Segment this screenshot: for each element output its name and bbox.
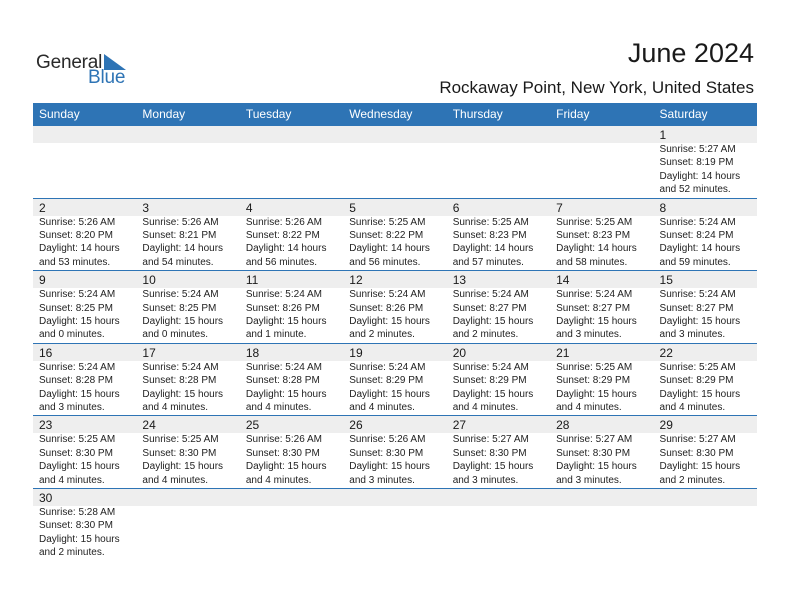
daylight-text: Daylight: 15 hours — [452, 461, 534, 473]
day-cell — [654, 271, 757, 344]
sunset-text: Sunset: 8:30 PM — [39, 520, 113, 532]
daylight-minutes-text: and 3 minutes. — [556, 474, 622, 486]
daylight-text: Daylight: 15 hours — [39, 461, 120, 473]
sunset-text: Sunset: 8:24 PM — [659, 230, 734, 241]
calendar-weeks — [33, 126, 757, 562]
day-number: 19 — [349, 345, 363, 360]
daylight-minutes-text: and 2 minutes. — [452, 329, 519, 341]
day-number: 6 — [452, 200, 460, 215]
daylight-minutes-text: and 56 minutes. — [349, 256, 421, 268]
weekday-tuesday: Tuesday — [245, 107, 292, 121]
daylight-minutes-text: and 4 minutes. — [452, 402, 519, 413]
day-number: 17 — [142, 345, 156, 360]
sunset-text: Sunset: 8:28 PM — [142, 375, 217, 387]
day-number: 11 — [245, 273, 259, 288]
day-cell — [343, 344, 446, 417]
daylight-minutes-text: and 3 minutes. — [39, 402, 105, 413]
sunrise-text: Sunrise: 5:25 AM — [556, 216, 633, 228]
day-number: 9 — [39, 273, 46, 288]
day-number: 14 — [556, 273, 570, 288]
sunset-text: Sunset: 8:26 PM — [349, 302, 424, 314]
sunset-text: Sunset: 8:29 PM — [349, 375, 424, 387]
day-cell — [343, 199, 446, 272]
day-number: 10 — [142, 273, 156, 288]
day-cell — [33, 271, 136, 344]
sunset-text: Sunset: 8:30 PM — [142, 447, 217, 459]
sunrise-text: Sunrise: 5:24 AM — [349, 289, 426, 301]
week-row — [33, 271, 757, 344]
daylight-text: Daylight: 15 hours — [142, 461, 224, 473]
daylight-text: Daylight: 15 hours — [245, 316, 327, 327]
weekday-saturday: Saturday — [659, 107, 708, 121]
daylight-text: Daylight: 15 hours — [245, 461, 327, 473]
day-cell — [654, 199, 757, 272]
weekday-header — [33, 103, 757, 126]
logo — [36, 50, 136, 90]
daylight-minutes-text: and 4 minutes. — [142, 474, 209, 486]
sunset-text: Sunset: 8:25 PM — [142, 302, 217, 314]
sunrise-text: Sunrise: 5:25 AM — [556, 361, 633, 373]
sunrise-text: Sunrise: 5:25 AM — [142, 434, 219, 446]
day-number: 20 — [452, 345, 467, 360]
sunrise-text: Sunrise: 5:24 AM — [659, 289, 736, 301]
empty-day-cell — [550, 126, 653, 199]
day-number: 7 — [556, 200, 563, 215]
daylight-text: Daylight: 15 hours — [349, 316, 430, 327]
daylight-text: Daylight: 15 hours — [659, 461, 741, 473]
week-row — [33, 126, 757, 199]
day-cell — [654, 126, 757, 199]
sunrise-text: Sunrise: 5:25 AM — [39, 434, 116, 446]
sunrise-text: Sunrise: 5:25 AM — [452, 216, 529, 228]
daylight-minutes-text: and 56 minutes. — [245, 256, 318, 268]
day-number: 18 — [245, 345, 260, 360]
daylight-minutes-text: and 1 minute. — [245, 329, 307, 341]
sunset-text: Sunset: 8:29 PM — [556, 375, 631, 387]
day-number: 3 — [142, 200, 150, 215]
day-number: 1 — [659, 128, 667, 142]
daylight-text: Daylight: 15 hours — [39, 316, 120, 327]
day-cell — [654, 416, 757, 489]
daylight-text: Daylight: 15 hours — [659, 316, 741, 327]
daylight-text: Daylight: 15 hours — [349, 388, 430, 400]
empty-day-cell — [240, 489, 343, 562]
daylight-minutes-text: and 3 minutes. — [452, 474, 519, 486]
sunset-text: Sunset: 8:23 PM — [556, 230, 631, 241]
daylight-minutes-text: and 3 minutes. — [659, 329, 726, 341]
day-cell — [550, 416, 653, 489]
daylight-minutes-text: and 53 minutes. — [39, 256, 111, 268]
daylight-minutes-text: and 59 minutes. — [659, 256, 731, 268]
sunset-text: Sunset: 8:27 PM — [556, 302, 631, 314]
day-number: 5 — [349, 200, 356, 215]
daylight-text: Daylight: 14 hours — [245, 243, 327, 255]
empty-day-cell — [343, 489, 446, 562]
week-cells — [33, 199, 757, 272]
daylight-text: Daylight: 14 hours — [452, 243, 534, 255]
empty-day-cell — [33, 126, 136, 199]
daylight-minutes-text: and 4 minutes. — [142, 402, 209, 413]
sunset-text: Sunset: 8:30 PM — [349, 447, 424, 459]
sunrise-text: Sunrise: 5:27 AM — [452, 434, 529, 446]
sunset-text: Sunset: 8:27 PM — [452, 302, 527, 314]
sunset-text: Sunset: 8:30 PM — [452, 447, 527, 459]
weekday-sunday: Sunday — [39, 107, 80, 121]
week-row — [33, 489, 757, 562]
day-cell — [447, 344, 550, 417]
day-number: 27 — [452, 418, 467, 433]
daylight-minutes-text: and 4 minutes. — [39, 474, 105, 486]
day-cell — [447, 199, 550, 272]
day-number: 25 — [245, 418, 260, 433]
daylight-minutes-text: and 52 minutes. — [659, 184, 731, 196]
daylight-minutes-text: and 0 minutes. — [39, 329, 105, 341]
day-number: 30 — [39, 490, 53, 505]
day-cell — [550, 344, 653, 417]
empty-day-cell — [136, 489, 239, 562]
week-row — [33, 416, 757, 489]
sunrise-text: Sunrise: 5:28 AM — [39, 506, 116, 518]
empty-day-cell — [654, 489, 757, 562]
daylight-text: Daylight: 14 hours — [659, 243, 741, 255]
day-number: 12 — [349, 273, 363, 288]
day-cell — [240, 199, 343, 272]
daylight-minutes-text: and 57 minutes. — [452, 256, 524, 268]
empty-day-cell — [343, 126, 446, 199]
day-cell — [136, 416, 239, 489]
sunset-text: Sunset: 8:25 PM — [39, 302, 113, 314]
day-cell — [33, 199, 136, 272]
day-cell — [343, 416, 446, 489]
sunset-text: Sunset: 8:19 PM — [659, 157, 734, 169]
day-cell — [550, 271, 653, 344]
sunset-text: Sunset: 8:21 PM — [142, 230, 217, 241]
daylight-text: Daylight: 15 hours — [452, 316, 534, 327]
day-number: 2 — [39, 200, 46, 215]
daylight-minutes-text: and 2 minutes. — [659, 474, 726, 486]
sunrise-text: Sunrise: 5:24 AM — [245, 361, 322, 373]
daylight-minutes-text: and 3 minutes. — [556, 329, 622, 341]
day-cell — [33, 344, 136, 417]
sunrise-text: Sunrise: 5:26 AM — [245, 216, 322, 228]
sunrise-text: Sunrise: 5:25 AM — [349, 216, 426, 228]
calendar — [33, 103, 757, 562]
location-subtitle: Rockaway Point, New York, United States — [439, 78, 754, 97]
daylight-text: Daylight: 15 hours — [349, 461, 430, 473]
day-number: 29 — [659, 418, 673, 433]
day-cell — [136, 199, 239, 272]
sunset-text: Sunset: 8:29 PM — [659, 375, 734, 387]
weekday-friday: Friday — [556, 107, 590, 121]
daylight-text: Daylight: 14 hours — [349, 243, 430, 255]
sunrise-text: Sunrise: 5:24 AM — [452, 289, 529, 301]
empty-day-cell — [240, 126, 343, 199]
sunrise-text: Sunrise: 5:26 AM — [349, 434, 426, 446]
day-number: 21 — [556, 345, 570, 360]
sunset-text: Sunset: 8:22 PM — [349, 230, 424, 241]
sunrise-text: Sunrise: 5:24 AM — [39, 289, 116, 301]
week-cells — [33, 126, 757, 199]
day-cell — [240, 344, 343, 417]
daylight-minutes-text: and 4 minutes. — [349, 402, 415, 413]
empty-day-cell — [447, 489, 550, 562]
sunset-text: Sunset: 8:22 PM — [245, 230, 320, 241]
week-cells — [33, 344, 757, 417]
week-cells — [33, 489, 757, 562]
daylight-text: Daylight: 14 hours — [659, 170, 741, 182]
daylight-minutes-text: and 2 minutes. — [39, 547, 105, 559]
sunset-text: Sunset: 8:29 PM — [452, 375, 527, 387]
page-title: June 2024 — [627, 38, 754, 68]
weekday-thursday: Thursday — [452, 107, 503, 121]
day-cell — [343, 271, 446, 344]
day-number: 24 — [142, 418, 156, 433]
day-cell — [654, 344, 757, 417]
daylight-minutes-text: and 0 minutes. — [142, 329, 209, 341]
daylight-text: Daylight: 15 hours — [245, 388, 327, 400]
day-cell — [240, 416, 343, 489]
daylight-text: Daylight: 14 hours — [142, 243, 224, 255]
sunset-text: Sunset: 8:28 PM — [39, 375, 113, 387]
daylight-text: Daylight: 15 hours — [39, 388, 120, 400]
sunrise-text: Sunrise: 5:26 AM — [39, 216, 116, 228]
day-cell — [136, 271, 239, 344]
sunset-text: Sunset: 8:27 PM — [659, 302, 734, 314]
week-cells — [33, 416, 757, 489]
day-number: 23 — [39, 418, 53, 433]
sunset-text: Sunset: 8:20 PM — [39, 230, 113, 241]
daylight-text: Daylight: 15 hours — [142, 316, 224, 327]
daylight-minutes-text: and 54 minutes. — [142, 256, 214, 268]
day-cell — [447, 271, 550, 344]
logo-text-blue: Blue — [88, 67, 126, 88]
day-cell — [240, 271, 343, 344]
sunrise-text: Sunrise: 5:24 AM — [452, 361, 529, 373]
day-number: 26 — [349, 418, 363, 433]
sunrise-text: Sunrise: 5:26 AM — [142, 216, 219, 228]
day-number: 28 — [556, 418, 570, 433]
sunrise-text: Sunrise: 5:24 AM — [142, 361, 219, 373]
sunrise-text: Sunrise: 5:27 AM — [556, 434, 633, 446]
daylight-text: Daylight: 15 hours — [659, 388, 741, 400]
sunset-text: Sunset: 8:23 PM — [452, 230, 527, 241]
daylight-minutes-text: and 3 minutes. — [349, 474, 415, 486]
day-cell — [33, 416, 136, 489]
sunset-text: Sunset: 8:28 PM — [245, 375, 320, 387]
sunset-text: Sunset: 8:30 PM — [556, 447, 631, 459]
daylight-text: Daylight: 15 hours — [39, 533, 120, 545]
sunrise-text: Sunrise: 5:26 AM — [245, 434, 322, 446]
sunrise-text: Sunrise: 5:27 AM — [659, 434, 736, 446]
daylight-text: Daylight: 14 hours — [556, 243, 637, 255]
sunset-text: Sunset: 8:30 PM — [245, 447, 320, 459]
empty-day-cell — [550, 489, 653, 562]
week-row — [33, 199, 757, 272]
day-cell — [447, 416, 550, 489]
daylight-minutes-text: and 58 minutes. — [556, 256, 628, 268]
daylight-minutes-text: and 4 minutes. — [245, 402, 312, 413]
sunset-text: Sunset: 8:30 PM — [39, 447, 113, 459]
daylight-text: Daylight: 15 hours — [556, 316, 637, 327]
empty-day-cell — [447, 126, 550, 199]
day-number: 15 — [659, 273, 673, 288]
daylight-text: Daylight: 15 hours — [556, 461, 637, 473]
sunrise-text: Sunrise: 5:24 AM — [245, 289, 322, 301]
sunset-text: Sunset: 8:26 PM — [245, 302, 320, 314]
weekday-wednesday: Wednesday — [349, 107, 413, 121]
sunrise-text: Sunrise: 5:24 AM — [556, 289, 633, 301]
day-cell — [33, 489, 136, 562]
weekday-monday: Monday — [142, 107, 186, 121]
day-number: 13 — [452, 273, 467, 288]
daylight-text: Daylight: 14 hours — [39, 243, 120, 255]
daylight-text: Daylight: 15 hours — [452, 388, 534, 400]
sunrise-text: Sunrise: 5:24 AM — [659, 216, 736, 228]
day-number: 22 — [659, 345, 673, 360]
day-number: 16 — [39, 345, 53, 360]
empty-day-cell — [136, 126, 239, 199]
sunrise-text: Sunrise: 5:24 AM — [142, 289, 219, 301]
day-number: 8 — [659, 200, 667, 215]
logo-text-general: General — [36, 52, 103, 73]
sunrise-text: Sunrise: 5:24 AM — [39, 361, 116, 373]
day-cell — [136, 344, 239, 417]
daylight-minutes-text: and 4 minutes. — [659, 402, 726, 413]
week-row — [33, 344, 757, 417]
sunrise-text: Sunrise: 5:25 AM — [659, 361, 736, 373]
week-cells — [33, 271, 757, 344]
sunrise-text: Sunrise: 5:27 AM — [659, 144, 736, 155]
daylight-minutes-text: and 2 minutes. — [349, 329, 415, 341]
sunrise-text: Sunrise: 5:24 AM — [349, 361, 426, 373]
sunset-text: Sunset: 8:30 PM — [659, 447, 734, 459]
day-cell — [550, 199, 653, 272]
day-number: 4 — [245, 200, 253, 215]
daylight-text: Daylight: 15 hours — [556, 388, 637, 400]
daylight-minutes-text: and 4 minutes. — [245, 474, 312, 486]
daylight-minutes-text: and 4 minutes. — [556, 402, 622, 413]
daylight-text: Daylight: 15 hours — [142, 388, 224, 400]
